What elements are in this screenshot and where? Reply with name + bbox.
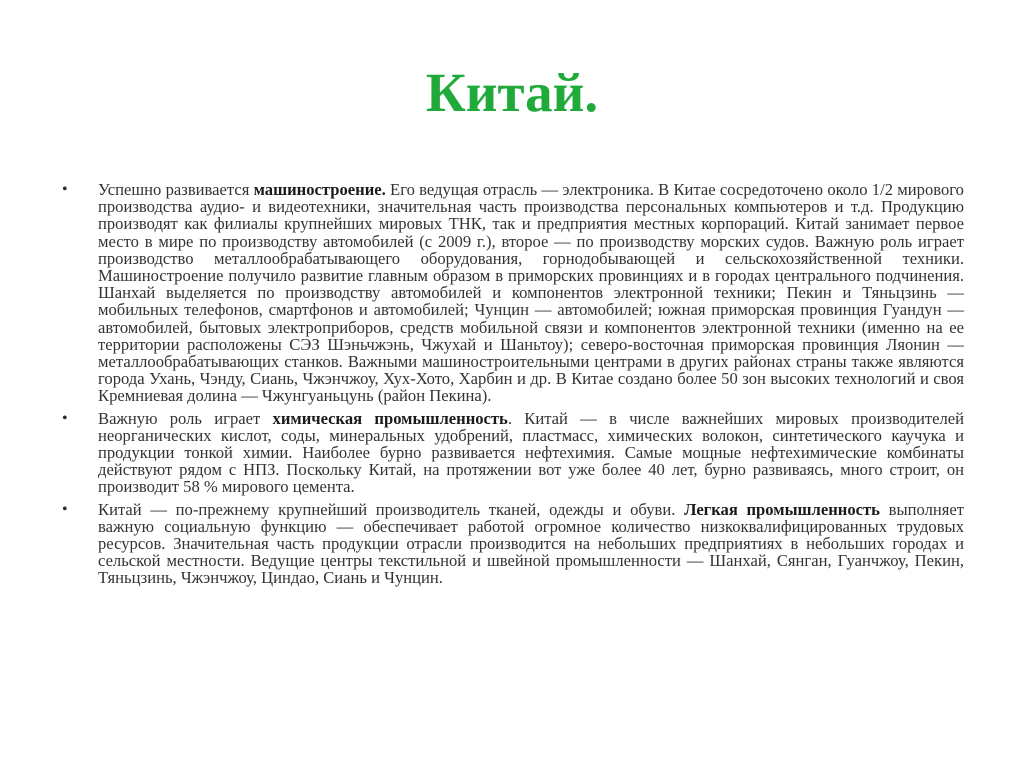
bullet-text-bold: Легкая промышленность bbox=[684, 499, 880, 519]
bullet-text-lead: Китай — по-прежнему крупнейший производитель тканей, одежды и обуви. bbox=[98, 499, 685, 519]
bullet-item-mechanical-engineering bbox=[62, 181, 964, 405]
bullet-text-bold: химическая промышленность bbox=[272, 408, 508, 428]
bullet-text-rest: . Китай — в числе важнейших мировых производителей неорганических кислот, соды, минеральных удобрений, пластмасс, химических волокон, синтетического каучука и продукции тонкой химии. Наиболее бурно развивается нефтехимия. Самые мощные нефтехимические комбинаты действуют рядом с НПЗ. Поскольку Китай, на протяжении вот уже более 40 лет, бурно развиваясь, много строит, он производит 58 % мирового цемента. bbox=[98, 408, 965, 497]
bullet-text bbox=[98, 181, 964, 405]
bullet-text bbox=[98, 410, 964, 496]
bullet-item-light-industry bbox=[62, 501, 964, 587]
bullet-dot-icon: • bbox=[62, 181, 68, 198]
bullet-dot-icon: • bbox=[62, 500, 68, 518]
bullet-dot-icon: • bbox=[62, 409, 68, 427]
bullet-item-chemical-industry bbox=[62, 410, 964, 496]
bullet-text-rest: выполняет важную социальную функцию — обеспечивает работой огромное количество низкоквалифицированных трудовых ресурсов. Значительная часть продукции отрасли производится на небольших предприятиях в небольших городах и сельской местности. Ведущие центры текстильной и швейной промышленности — Шанхай, Сянган, Гуанчжоу, Пекин, Тяньцзинь, Чжэнчжоу, Циндао, Сиань и Чунцин. bbox=[98, 499, 964, 588]
bullet-text-lead: Успешно развивается bbox=[98, 180, 254, 199]
bullet-text-rest: Его ведущая отрасль — электроника. В Китае сосредоточено около 1/2 мирового производства аудио- и видеотехники, значительная часть производства персональных компьютеров и т.д. Продукцию производят как филиалы крупнейших мировых ТНК, так и предприятия местных корпораций. Китай занимает первое место в мире по производству автомобилей (с 2009 г.), второе — по производству морских судов. Важную роль играет производство металлообрабатывающего оборудования, горнодобывающей и сельскохозяйственной техники. Машиностроение получило развитие главным образом в приморских провинциях и в городах центрального подчинения. Шанхай выделяется по производству автомобилей и компонентов электронной техники; Пекин и Тяньцзинь — мобильных телефонов, смартфонов и автомобилей; Чунцин — автомобилей; южная приморская провинция Гуандун — автомобилей, бытовых электроприборов, средств мобильной связи и компонентов электронной техники (именно на ее территории расположены СЭЗ Шэньчжэнь, Чжухай и Шаньтоу); северо-восточная приморская провинция Ляонин — металлообрабатывающих станков. Важными машиностроительными центрами в других районах страны также являются города Ухань, Чэнду, Сиань, Чжэнчжоу, Хух-Хото, Харбин и др. В Китае создано более 50 зон высоких технологий и своя Кремниевая долина — Чжунгуаньцунь (район Пекина). bbox=[98, 180, 964, 406]
bullet-text bbox=[98, 501, 964, 587]
bullet-text-lead: Важную роль играет bbox=[98, 408, 273, 428]
bullet-text-bold: машиностроение. bbox=[253, 180, 386, 199]
bullet-list bbox=[62, 181, 964, 592]
slide-title: Китай. bbox=[425, 62, 599, 123]
